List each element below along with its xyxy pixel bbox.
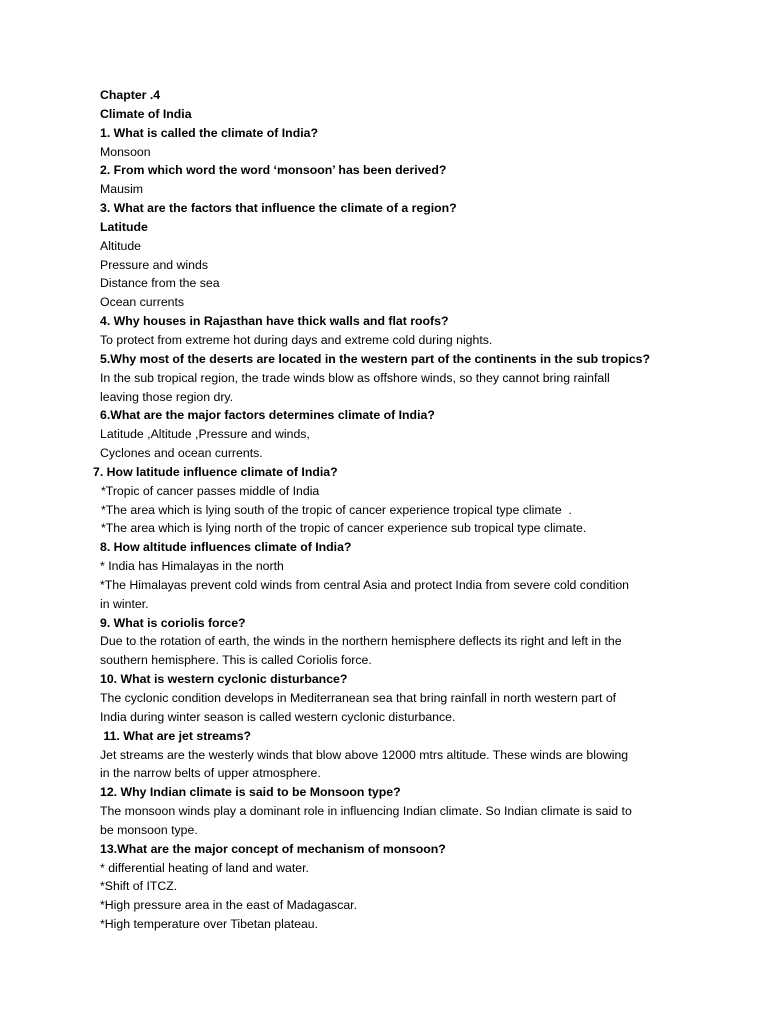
answer-6-line: Cyclones and ocean currents. (100, 446, 263, 461)
question-7: 7. How latitude influence climate of India? (93, 464, 338, 479)
question-9: 9. What is coriolis force? (100, 615, 246, 630)
answer-3-item: Ocean currents (100, 295, 185, 310)
question-4: 4. Why houses in Rajasthan have thick walls and flat roofs? (100, 314, 449, 329)
question-5: 5.Why most of the deserts are located in the western part of the continents in the sub tropics? (100, 351, 651, 366)
answer-10-line: India during winter season is called western cyclonic disturbance. (100, 709, 456, 724)
answer-13-line: *High temperature over Tibetan plateau. (100, 917, 319, 932)
answer-7-line: *The area which is lying south of the tropic of cancer experience tropical type climate . (101, 502, 572, 517)
answer-5-line: leaving those region dry. (100, 389, 234, 404)
answer-1: Monsoon (100, 144, 151, 159)
answer-13-line: *High pressure area in the east of Madagascar. (100, 898, 358, 913)
answer-12-line: The monsoon winds play a dominant role in influencing Indian climate. So Indian climate is said to (100, 804, 632, 819)
question-11: 11. What are jet streams? (100, 728, 252, 743)
answer-3-item: Pressure and winds (100, 257, 208, 272)
document-page (0, 86, 768, 934)
answer-6-line: Latitude ,Altitude ,Pressure and winds, (100, 427, 310, 442)
answer-11-line: in the narrow belts of upper atmosphere. (100, 766, 321, 781)
answer-13-line: * differential heating of land and water. (100, 860, 309, 875)
answer-10-line: The cyclonic condition develops in Mediterranean sea that bring rainfall in north western part of (100, 691, 617, 705)
question-6: 6.What are the major factors determines climate of India? (100, 408, 435, 423)
question-8: 8. How altitude influences climate of India? (100, 540, 352, 555)
answer-9-line: southern hemisphere. This is called Coriolis force. (100, 653, 372, 668)
question-13: 13.What are the major concept of mechanism of monsoon? (100, 841, 446, 856)
answer-4: To protect from extreme hot during days and extreme cold during nights. (100, 332, 493, 347)
answer-2: Mausim (100, 182, 144, 197)
answer-3-item: Distance from the sea (100, 276, 220, 291)
question-2: 2. From which word the word ‘monsoon’ has been derived? (100, 163, 447, 178)
answer-8-line: * India has Himalayas in the north (100, 559, 284, 574)
page-title: Climate of India (100, 106, 192, 121)
answer-11-line: Jet streams are the westerly winds that blow above 12000 mtrs altitude. These winds are blowing (100, 747, 629, 762)
question-3: 3. What are the factors that influence the climate of a region? (100, 201, 457, 216)
answer-3-item: Altitude (100, 238, 142, 253)
question-10: 10. What is western cyclonic disturbance? (100, 672, 348, 687)
answer-12-line: be monsoon type. (100, 822, 198, 837)
question-1: 1. What is called the climate of India? (100, 125, 318, 140)
chapter-heading: Chapter .4 (100, 88, 161, 102)
answer-7-line: *The area which is lying north of the tropic of cancer experience sub tropical type climate. (101, 521, 587, 536)
answer-9-line: Due to the rotation of earth, the winds in the northern hemisphere deflects its right and left in the (100, 634, 622, 649)
answer-3-item: Latitude (100, 219, 148, 234)
answer-5-line: In the sub tropical region, the trade winds blow as offshore winds, so they cannot bring rainfall (100, 370, 610, 385)
answer-8-line: in winter. (100, 596, 149, 611)
answer-13-line: *Shift of ITCZ. (100, 879, 178, 894)
answer-7-line: *Tropic of cancer passes middle of India (101, 483, 320, 498)
answer-8-line: *The Himalayas prevent cold winds from central Asia and protect India from severe cold condition (100, 577, 630, 592)
question-12: 12. Why Indian climate is said to be Monsoon type? (100, 785, 401, 800)
